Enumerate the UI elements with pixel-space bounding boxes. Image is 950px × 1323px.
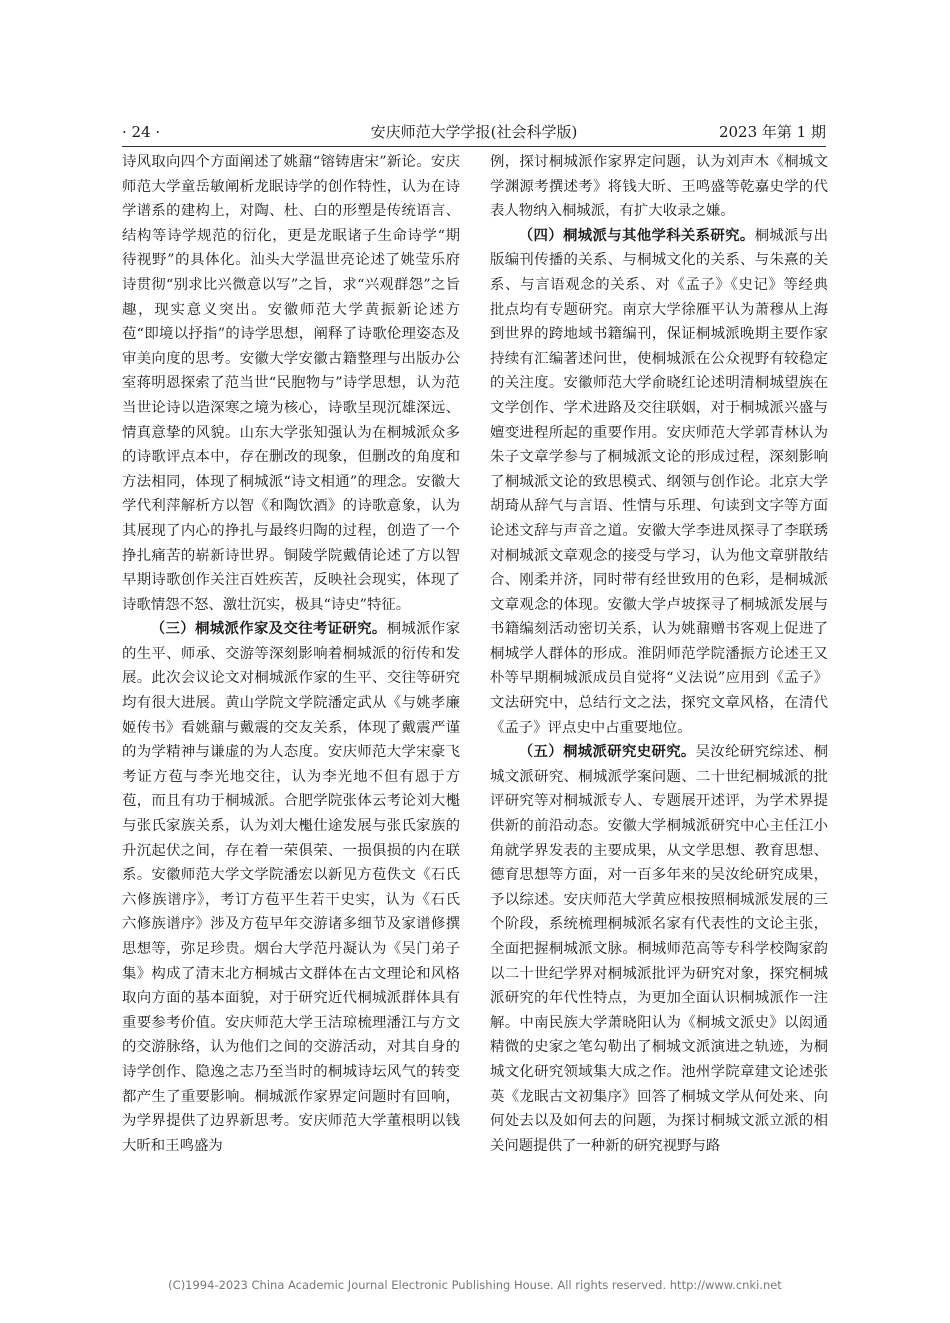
left-column: [122, 150, 460, 1158]
section-3-paragraph: [122, 617, 460, 1158]
section-3-body: 桐城派作家的生平、师承、交游等深刻影响着桐城派的衍传和发展。此次会议论文对桐城派作家的生平、交往等研究均有很大进展。黄山学院文学院潘定武从《与姚孝廉姬传书》看姚鼐与戴震的交友关系，体现了戴震严谨的为学精神与谦虚的为人态度。安庆师范大学宋豪飞考证方苞与李光地交往，认为李光地不但有恩于方苞，而且有功于桐城派。合肥学院张体云考论刘大櫆与张氏家族关系，认为刘大櫆仕途发展与张氏家族的升沉起伏之间，存在着一荣俱荣、一损俱损的内在联系。安徽师范大学文学院潘宏以新见方苞佚文《石氏六修族谱序》，考订方苞平生若干史实，认为《石氏六修族谱序》涉及方苞早年交游诸多细节及家谱修撰思想等，弥足珍贵。烟台大学范丹凝认为《吴门弟子集》构成了清末北方桐城古文群体在古文理论和风格取向方面的基本面貌，对于研究近代桐城派群体具有重要参考价值。安庆师范大学王洁琼梳理潘江与方文的交游脉络，认为他们之间的交游活动，对其自身的诗学创作、隐逸之志乃至当时的桐城诗坛风气的转变都产生了重要影响。桐城派作家界定问题时有回响，为学界提供了边界新思考。安庆师范大学董根明以钱大昕和王鸣盛为: [122, 621, 460, 1154]
section-3-heading: （三）桐城派作家及交往考证研究。: [150, 620, 387, 638]
header-rule: [122, 146, 826, 147]
section-4-paragraph: [490, 224, 828, 740]
issue-label: 2023 年第 1 期: [718, 123, 826, 141]
section-4-heading: （四）桐城派与其他学科关系研究。: [518, 226, 755, 244]
page-number: · 24 ·: [122, 123, 161, 141]
section-5-body: 吴汝纶研究综述、桐城文派研究、桐城派学案问题、二十世纪桐城派的批评研究等对桐城派专人、专题展开述评，为学术界提供新的前沿动态。安徽大学桐城派研究中心主任江小角就学界发表的主要成果，从文学思想、教育思想、德育思想等方面，对一百多年来的吴汝纶研究成果，予以综述。安庆师范大学黄应根按照桐城派发展的三个阶段，系统梳理桐城派名家有代表性的文论主张，全面把握桐城派文脉。桐城师范高等专科学校陶家韵以二十世纪学界对桐城派批评为研究对象，探究桐城派研究的年代性特点，为更加全面认识桐城派作一注解。中南民族大学萧晓阳认为《桐城文派史》以闳通精微的史家之笔勾勒出了桐城文派演进之轨迹，为桐城文化研究领域集大成之作。池州学院章建文论述张英《龙眠古文初集序》回答了桐城文学从何处来、向何处去以及如何去的问题，为探讨桐城文派立派的相关问题提供了一种新的研究视野与路: [490, 744, 828, 1154]
section-5-paragraph: [490, 740, 828, 1158]
paragraph-poetics-continued: 诗风取向四个方面阐述了姚鼐“镕铸唐宋”新论。安庆师范大学童岳敏阐析龙眠诗学的创作特性，认为在诗学谱系的建构上，对陶、杜、白的形塑是传统语言、结构等诗学规范的衍化，更是龙眠诸子生命诗学“期待视野”的具体化。汕头大学温世亮论述了姚莹乐府诗贯彻“别求比兴微意以写”之旨，求“兴观群怨”之旨趣，现实意义突出。安徽师范大学黄振新论述方苞“即境以抒指”的诗学思想，阐释了诗歌伦理姿态及审美向度的思考。安徽大学安徽古籍整理与出版办公室蒋明恩探索了范当世“民胞物与”诗学思想，认为范当世论诗以造深寒之境为核心，诗歌呈现沉雄深远、情真意挚的风貌。山东大学张知强认为在桐城派众多的诗歌评点本中，存在删改的现象，但删改的角度和方法相同，体现了桐城派“诗文相通”的理念。安徽大学代利萍解析方以智《和陶饮酒》的诗歌意象，认为其展现了内心的挣扎与最终归陶的过程，创造了一个挣扎痛苦的崭新诗世界。铜陵学院戴倩论述了方以智早期诗歌创作关注百姓疾苦，反映社会现实，体现了诗歌情怨不怒、激壮沉实，极具“诗史”特征。: [122, 154, 460, 613]
running-header: [122, 122, 826, 146]
journal-title: 安庆师范大学学报(社会科学版): [370, 123, 578, 141]
copyright-footer: (C)1994-2023 China Academic Journal Electronic Publishing House. All rights reserved. http://www.cnki.net: [168, 1278, 782, 1292]
section-4-body: 桐城派与出版编刊传播的关系、与桐城文化的关系、与朱熹的关系、与言语观念的关系、对《孟子》《史记》等经典批点均有专题研究。南京大学徐雁平认为萧穆从上海到世界的跨地域书籍编刊，保证桐城派晚期主要作家持续有汇编著述问世，使桐城派在公众视野有较稳定的关注度。安徽师范大学俞晓红论述明清桐城望族在文学创作、学术进路及交往联姻，对于桐城派兴盛与嬗变进程所起的重要作用。安庆师范大学郭青林认为朱子文章学参与了桐城派文论的形成过程，深刻影响了桐城派文论的致思模式、纲领与创作论。北京大学胡琦从辞气与言语、性情与乐理、句读到文字等方面论述文辞与声音之道。安徽大学李进凤探寻了李联琇对桐城派文章观念的接受与学习，认为他文章骈散结合、刚柔并济，同时带有经世致用的色彩，是桐城派文章观念的体现。安徽大学卢坡探寻了桐城派发展与书籍编刻活动密切关系，认为姚鼐赠书客观上促进了桐城学人群体的形成。淮阴师范学院潘振方论述王又朴等早期桐城派成员自觉将“义法说”应用到《孟子》文法研究中，总结行文之法，探究文章风格，在清代《孟子》评点史中占重要地位。: [490, 227, 828, 736]
paragraph-section-3-continued: 例，探讨桐城派作家界定问题，认为刘声木《桐城文学渊源考撰述考》将钱大昕、王鸣盛等乾嘉史学的代表人物纳入桐城派，有扩大收录之嫌。: [490, 154, 828, 220]
right-column: [490, 150, 828, 1158]
section-5-heading: （五）桐城派研究史研究。: [518, 743, 696, 761]
